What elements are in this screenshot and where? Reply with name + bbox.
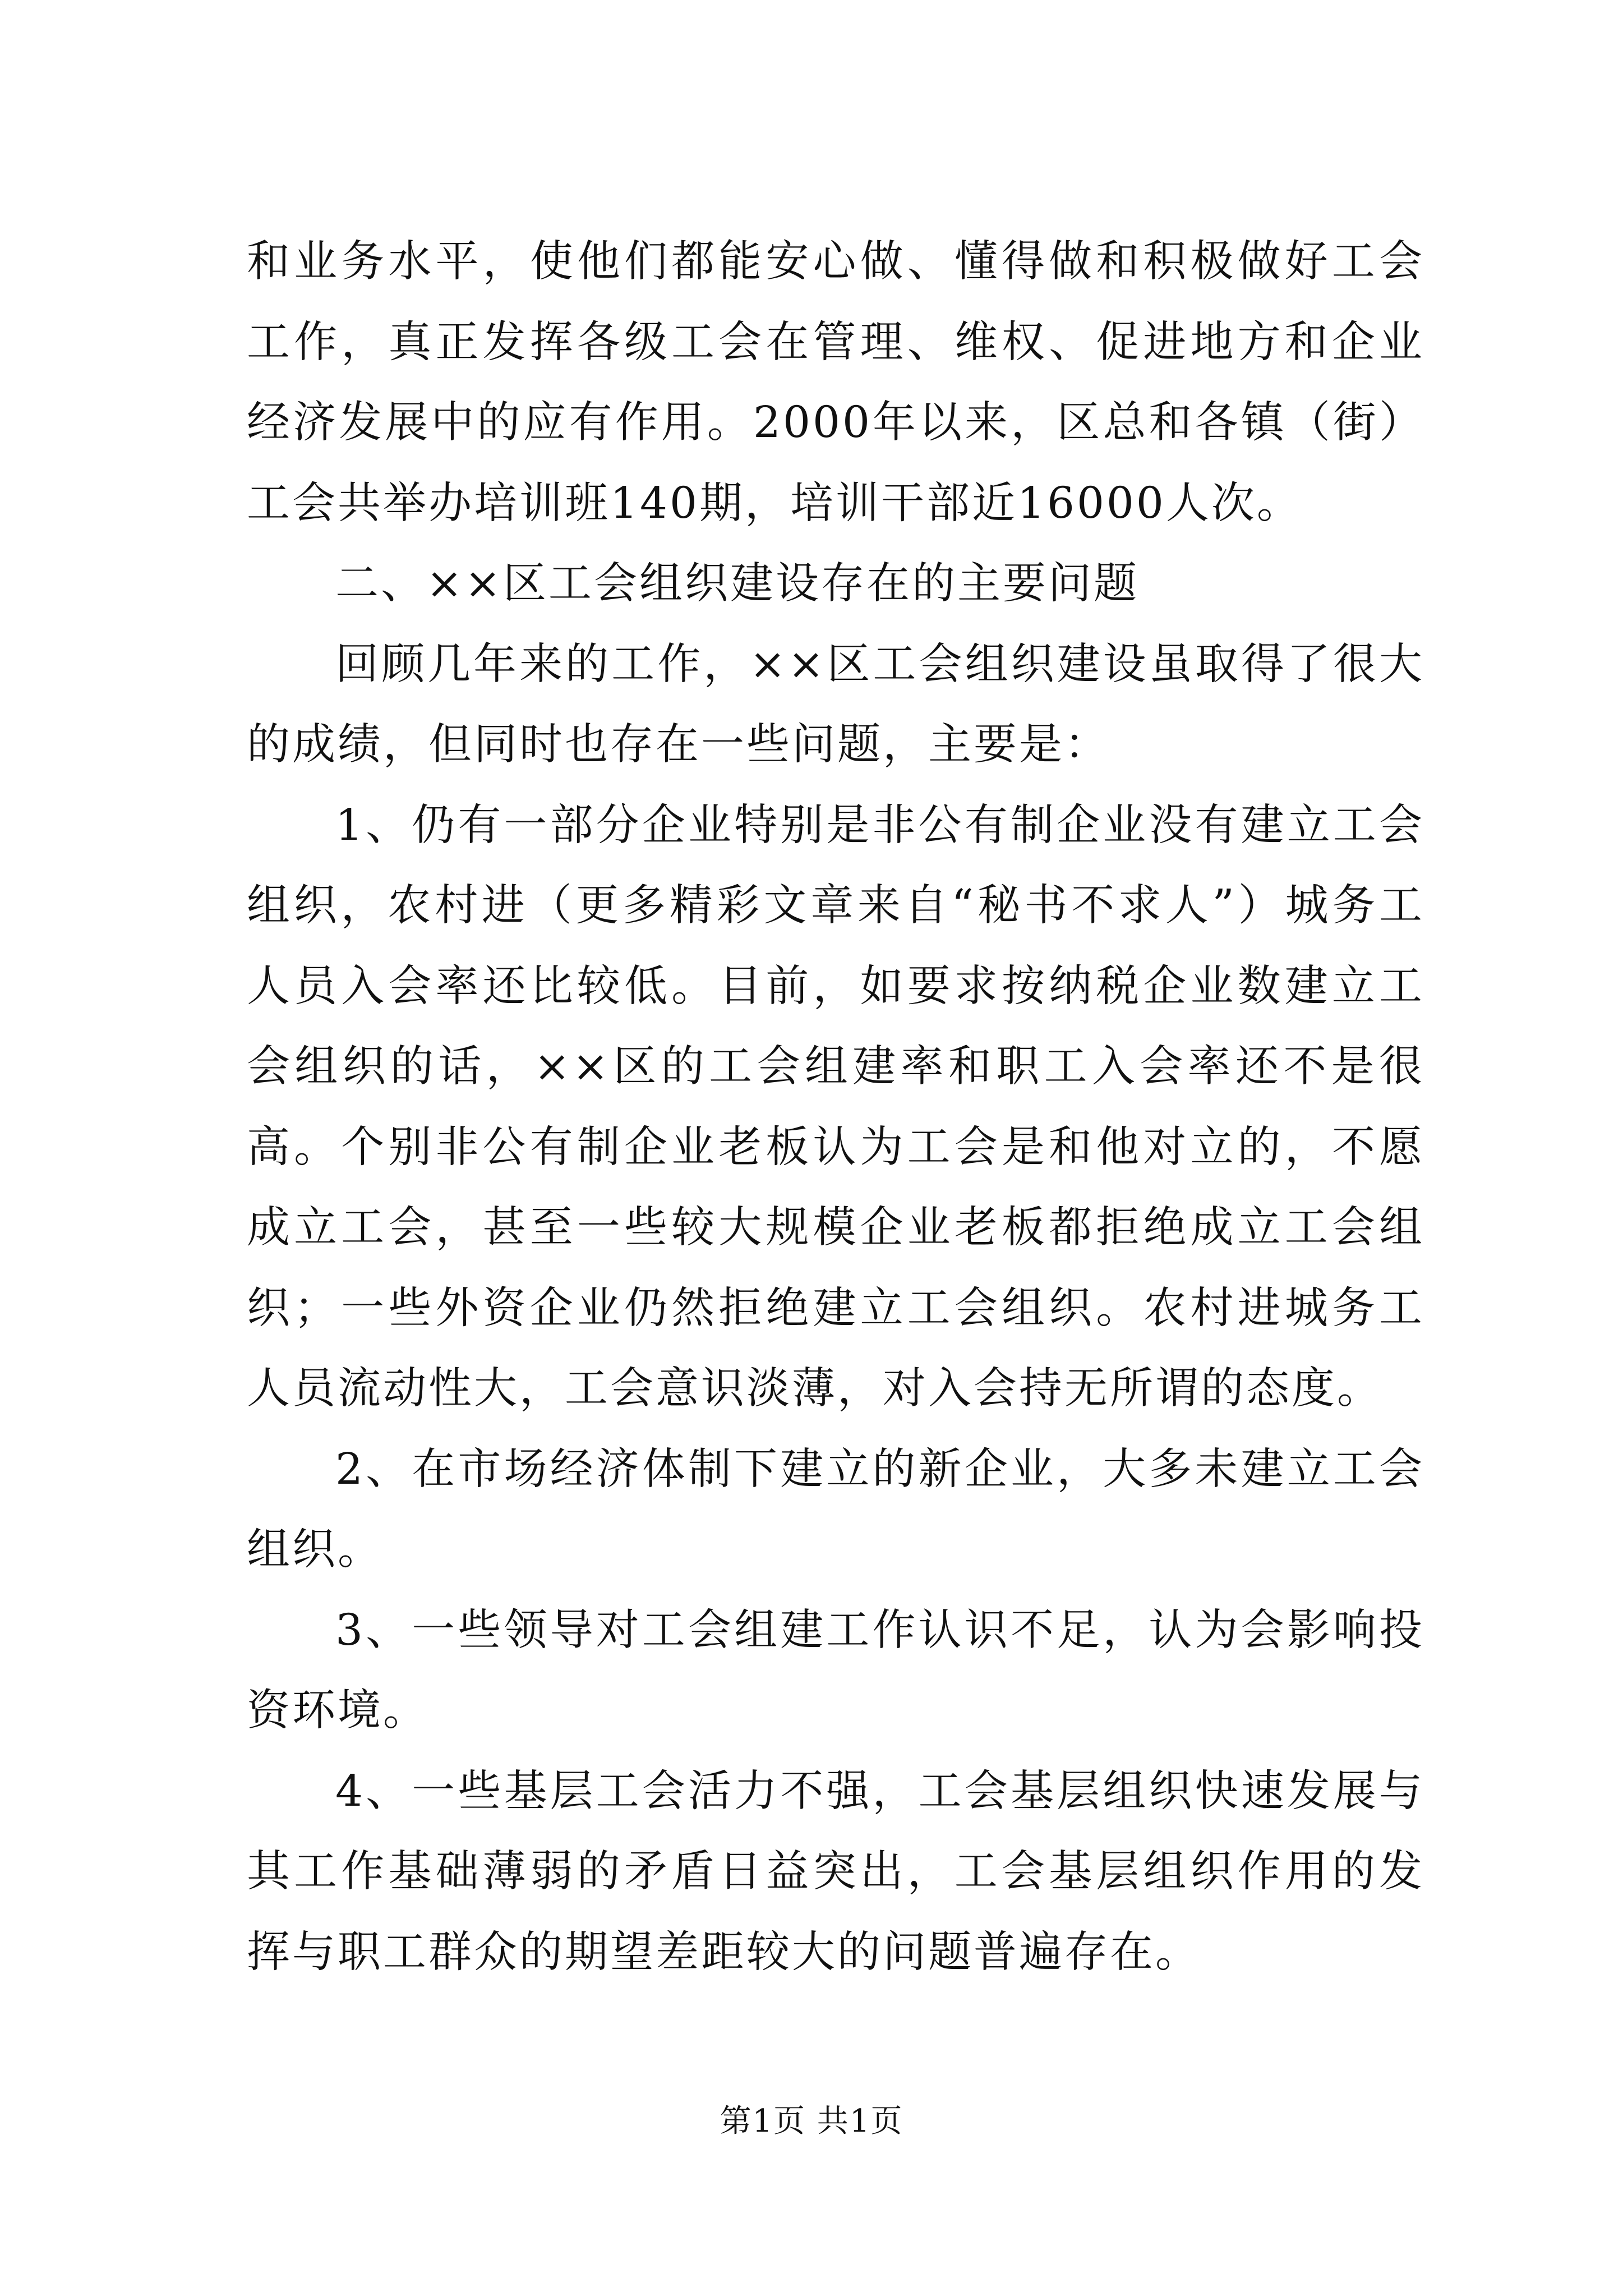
paragraph-problem-4: 4、一些基层工会活力不强，工会基层组织快速发展与其工作基础薄弱的矛盾日益突出，工会基层组织作用的发挥与职工群众的期望差距较大的问题普遍存在。 <box>247 1766 1424 1977</box>
page-number-label: 第1页 共1页 <box>720 2103 903 2139</box>
paragraph-problem-3: 3、一些领导对工会组建工作认识不足，认为会影响投资环境。 <box>247 1605 1424 1736</box>
paragraph-training-summary: 和业务水平，使他们都能安心做、懂得做和积极做好工会工作，真正发挥各级工会在管理、维权、促进地方和企业经济发展中的应有作用。2000年以来，区总和各镇（街）工会共举办培训班140期，培训干部近16000人次。 <box>247 237 1424 528</box>
paragraph-review-intro: 回顾几年来的工作，××区工会组织建设虽取得了很大的成绩，但同时也存在一些问题，主要是： <box>247 639 1424 770</box>
paragraph-problem-1: 1、仍有一部分企业特别是非公有制企业没有建立工会组织，农村进（更多精彩文章来自“秘书不求人”）城务工人员入会率还比较低。目前，如要求按纳税企业数建立工会组织的话，××区的工会组建率和职工入会率还不是很高。个别非公有制企业老板认为工会是和他对立的，不愿成立工会，甚至一些较大规模企业老板都拒绝成立工会组织；一些外资企业仍然拒绝建立工会组织。农村进城务工人员流动性大，工会意识淡薄，对入会持无所谓的态度。 <box>247 800 1424 1414</box>
page-footer <box>0 2099 1623 2144</box>
document-body <box>247 222 1424 1993</box>
paragraph-problem-2: 2、在市场经济体制下建立的新企业，大多未建立工会组织。 <box>247 1444 1424 1575</box>
section-heading-main-problems: 二、××区工会组织建设存在的主要问题 <box>335 559 1140 609</box>
